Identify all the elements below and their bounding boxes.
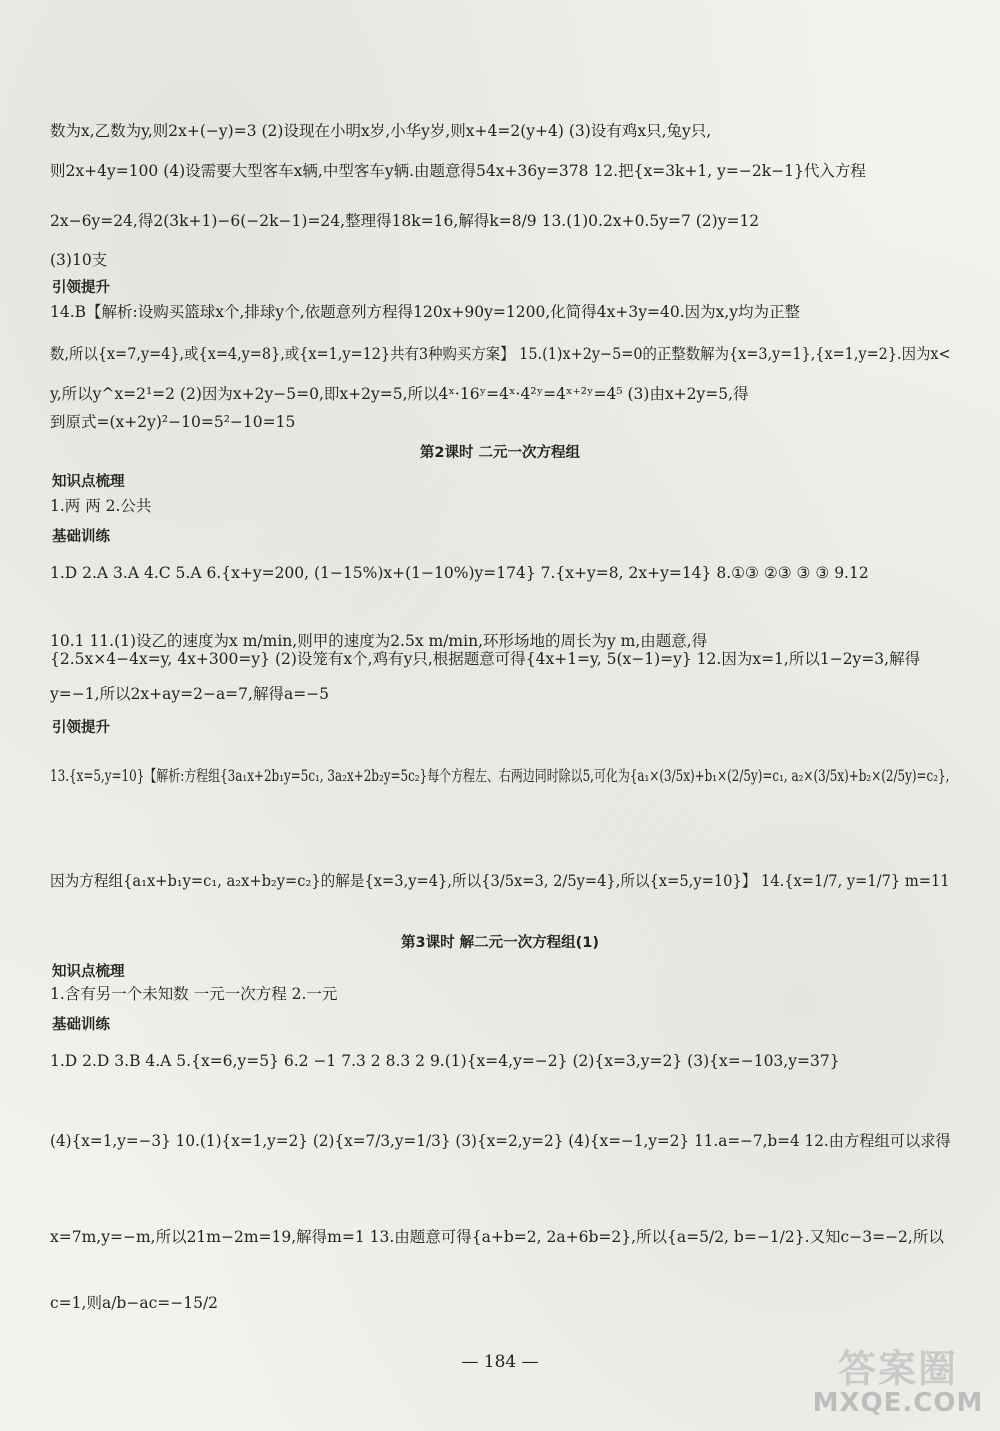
answer-line: y,所以y^x=2¹=2 (2)因为x+2y−5=0,即x+2y=5,所以4ˣ·16ʸ=4ˣ·4²ʸ=4ˣ⁺²ʸ=4⁵ (3)由x+2y=5,得 [50,385,749,403]
watermark-text-zh: 答案圈 [837,1347,958,1391]
answer-line: 2x−6y=24,得2(3k+1)−6(−2k−1)=24,整理得18k=16,解得k=8/9 13.(1)0.2x+0.5y=7 (2)y=12 [50,212,760,230]
answer-line: 数为x,乙数为y,则2x+(−y)=3 (2)设现在小明x岁,小华y岁,则x+4=2(y+4) (3)设有鸡x只,兔y只, [50,122,712,140]
answer-line: x=7m,y=−m,所以21m−2m=19,解得m=1 13.由题意可得{a+b=2, 2a+6b=2},所以{a=5/2, b=−1/2}.又知c−3=−2,所以 [50,1228,944,1246]
answer-line: 因为方程组{a₁x+b₁y=c₁, a₂x+b₂y=c₂}的解是{x=3,y=4},所以{3/5x=3, 2/5y=4},所以{x=5,y=10}】 14.{x=1/7, y=1/7} m=11 [50,872,950,890]
answer-line: (4){x=1,y=−3} 10.(1){x=1,y=2} (2){x=7/3,y=1/3} (3){x=2,y=2} (4){x=−1,y=2} 11.a=−7,b=4 12.由方程组可以求得 [50,1132,951,1150]
answer-line: 1.两 两 2.公共 [50,497,152,515]
answer-line: {2.5x×4−4x=y, 4x+300=y} (2)设笼有x个,鸡有y只,根据题意可得{4x+1=y, 5(x−1)=y} 12.因为x=1,所以1−2y=3,解得 [50,650,921,668]
watermark-logo [808,1338,988,1422]
section-heading: 知识点梳理 [52,964,125,980]
answer-line: 10.1 11.(1)设乙的速度为x m/min,则甲的速度为2.5x m/min,环形场地的周长为y m,由题意,得 [50,632,708,650]
section-heading: 引领提升 [52,280,110,296]
answer-line: 1.D 2.A 3.A 4.C 5.A 6.{x+y=200, (1−15%)x+(1−10%)y=174} 7.{x+y=8, 2x+y=14} 8.①③ ②③ ③ ③ 9.12 [50,564,869,582]
section-heading: 基础训练 [52,529,110,545]
answer-line: 1.含有另一个未知数 一元一次方程 2.一元 [50,985,338,1003]
answer-line: 13.{x=5,y=10}【解析:方程组{3a₁x+2b₁y=5c₁, 3a₂x+2b₂y=5c₂}每个方程左、右两边同时除以5,可化为{a₁×(3/5x)+b₁×(2/5y)=c₁, a₂×(3/5x)+b₂×(2/5y)=c₂}, [50,767,950,785]
answer-line: 到原式=(x+2y)²−10=5²−10=15 [50,413,296,431]
answer-line: (3)10支 [50,251,108,269]
answer-line: y=−1,所以2x+ay=2−a=7,解得a=−5 [50,685,330,703]
answer-line: 则2x+4y=100 (4)设需要大型客车x辆,中型客车y辆.由题意得54x+36y=378 12.把{x=3k+1, y=−2k−1}代入方程 [50,162,866,180]
answer-line: 14.B【解析:设购买篮球x个,排球y个,依题意列方程得120x+90y=1200,化简得4x+3y=40.因为x,y均为正整 [50,303,801,321]
section-heading: 引领提升 [52,720,110,736]
lesson-title: 第3课时 解二元一次方程组(1) [401,935,599,951]
answer-line: c=1,则a/b−ac=−15/2 [50,1294,219,1312]
section-heading: 基础训练 [52,1017,110,1033]
answer-line: 数,所以{x=7,y=4},或{x=4,y=8},或{x=1,y=12}共有3种购买方案】 15.(1)x+2y−5=0的正整数解为{x=3,y=1},{x=1,y=2}.因为x< [50,345,951,363]
page-number: — 184 — [461,1352,539,1372]
answer-line: 1.D 2.D 3.B 4.A 5.{x=6,y=5} 6.2 −1 7.3 2 8.3 2 9.(1){x=4,y=−2} (2){x=3,y=2} (3){x=−103,y=37} [50,1052,840,1070]
watermark-text-en: MXQE.COM [812,1388,984,1418]
lesson-title: 第2课时 二元一次方程组 [419,445,581,461]
section-heading: 知识点梳理 [52,474,125,490]
